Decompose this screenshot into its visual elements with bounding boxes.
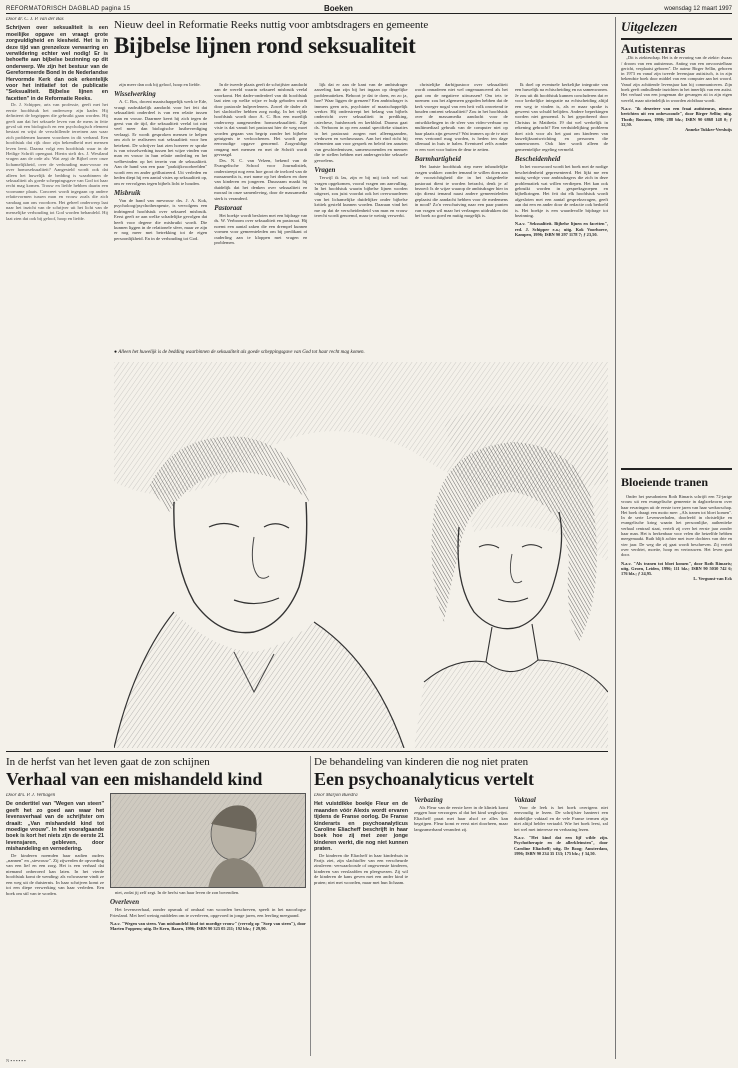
book-info: N.a.v. "Wegen van steen. Van mishandeld kind tot moedige vrouw" (vervolg op "Soep van steen"), door Marten Foppens; uitg. De Kern, Baarn, 1996; ISBN 90 325 05 211; 192 blz.; ƒ 29,90. bbox=[110, 921, 306, 932]
paragraph: Als Fleur van de eerste keer in de kliniek komt zeggen haar verzorgers al dat het kind wegkwijnt. Eliacheff praat met haar alsof ze alles kan begrijpen. Fleur komt er eerst niet doorheen, maar langzamerhand verandert zij. bbox=[414, 805, 508, 832]
article-column bbox=[514, 793, 608, 1048]
article-lead: De ondertitel van "Wegen van steen" geeft het zo goed aan waar het levensverhaal van de schrijfster om draait: „Van mishandeld kind tot moedige vrouw". In het voorafgaande boek is kort het niets zijn de eerste 21 levensjaren, gebleven, door mishandeling en vernedering. bbox=[6, 801, 104, 853]
column-divider bbox=[310, 756, 311, 1056]
review-bloeiende-tranen bbox=[621, 494, 732, 999]
couple-illustration bbox=[114, 362, 608, 748]
caption-text: Alleen het huwelijk is de bedding waarbinnen de seksualiteit als goede scheppingsgave van God tot haar recht mag komen. bbox=[118, 350, 365, 355]
article-columns bbox=[6, 793, 306, 1048]
subheading: Overleven bbox=[110, 898, 140, 907]
article-column bbox=[314, 793, 408, 1048]
article-column bbox=[314, 82, 407, 346]
sidebar-header: Uitgelezen bbox=[621, 19, 732, 40]
paragraph: Het laatste hoofdstuk riep meer inhoudelijke vragen wakker: zonder iemand te willen doen aan de voorzichtigheid die in het slotgedeelte pastoraat dient te worden betracht, denk je af bezoed: Is de wijze waarop de ambtsdrager hier in zijn dienst iemand naast andere gemeenteleden geplaatst die aandacht hebben voor de medemens in nood? Zo'n verschuiving naar een paar punten van vragen wil maar het verlangen uitdrukken dat het boek zo goed en nuttig mogelijk is. bbox=[414, 164, 508, 218]
subheading: Wisselwerking bbox=[114, 90, 156, 99]
paragraph: A. C. Bos, docent maatschappelijk werk te Ede, vraagt nadrukkelijk aandacht voor het feit dat seksualiteit onderdeel is van een relatie tussen man en vrouw. Daarmee keert hij zich tegen de geest van de tijd, die seksualiteit veelal tot niet veel meer dan biologische lustbevrediging verlaagt. Er wordt gesproken mensen te helpen om zich te realiseren wat seksualiteit voor hen betekent. De schrijver laat zien hoezeer er sprake is van wisselwerking tussen het wijze vinden van man en vrouw in hun relatie onderling en het welbevinden op het terrein van de seksualiteit. Aan de hand van een paar "praktijkvoorbeelden" wordt een en ander geïllustreerd. Uit verleden en heden diept hij een aantal visies op seksualiteit op, om er vervolgens tegen bijbels licht te houden. bbox=[114, 99, 208, 186]
book-info: N.a.v. "Het kind dat een lijf wilde zijn. Psychotherapie en de allerkleinsten", door Caroline Eliacheff; uitg. De Boog; Amsterdam, 1996; ISBN 90 234 35 133; 175 blz.; ƒ 34,50. bbox=[514, 835, 608, 856]
article-kicker: Nieuw deel in Reformatie Reeks nuttig voor ambtsdragers en gemeente bbox=[114, 19, 429, 31]
article-column bbox=[110, 793, 306, 1048]
caption-bullet-icon: ● bbox=[114, 350, 118, 355]
article-columns bbox=[314, 793, 608, 1048]
paragraph: zijn meer dan ook bij geloof, hoop en liefde. bbox=[119, 82, 201, 87]
article-kicker: De behandeling van kinderen die nog niet praten bbox=[314, 756, 529, 768]
review-sidebar bbox=[615, 17, 732, 1059]
section-divider bbox=[6, 751, 608, 752]
paragraph: christelijke darbijpastoor over seksualiteit wordt onnaderen niet wel ongenuanceerd als het gaat om de negatieve uitwassen? Om iets te noemen: zou het algemeen gegoden hebben dat de kerk vroeger nogal van een heit volk onwetend te houden omtrent seksualiteit? Zou in het hoofdstuk over de massamedia aandacht voor de ontwikkelingen in de sfeer van video-verhuur en multimediaal gebruik van de computer niet op haar plaats zijn geweest? Wat immers op de tv niet eens vertoond mag worden, is heden ten dage allemaal in huis te halen. Eventueel zelfs zonder er een voet voor buiten de deur te zetten. bbox=[414, 82, 508, 152]
article-column bbox=[214, 82, 307, 346]
paragraph: Van de hand van mevrouw drs. J. A. Kok, psycholoog/psychotherapeute, is vervolgens een indringend hoofdstuk over seksueel misbruik. Eerst geeft ze aan welke schadelijke gevolgen dat heeft voor degene die misbruikt wordt. Die kunnen liggen in de relationele sfeer, maar ze zijn er nog meer met betrekking tot de eigen persoonlijkheid. En in de verhouding tot God. bbox=[114, 197, 208, 241]
subheading: Barmhartigheid bbox=[414, 155, 461, 164]
paragraph: Het boekje wordt besloten met een bijdrage van ds. W. Verboom over seksualiteit en pastoraat. Hij noemt een aantal zaken die een drempel kunnen vormen voor gemeenteleden om bij predikant of ouderling aan te kloppen met vragen en problemen. bbox=[214, 212, 308, 245]
subheading: Bescheidenheid bbox=[514, 155, 561, 164]
paragraph: Ik doel op eventuele kerkelijke integratie van een huwelijk na echtscheiding en na samenwonen. Je zou uit dit hoofdstuk kunnen concluderen dat er voor kerkelijke integratie na echtscheiding altijd een weg te vinden is, als er maar sprake is geweest van schuld belijden. Andere beperkingen worden niet genoemd. Is het geprobeerd door Christus in Mattheüs 19 dat wel werkelijk in rekening gebracht? Een verduidelijking probleem doet zich voor als het gaat om kinderen van huwelijksontwrichting en personen die samenwonen. Ook hier wordt alleen de gemeentelijke regeling vermeld. bbox=[514, 82, 609, 152]
article-column bbox=[415, 82, 508, 346]
paragraph: In de tweede plaats geeft de schrijfster aandacht aan de wereld waarin seksueel misbruik veelal voorkomt. Het dader-onderdeel van dit hoofdstuk laat zien op welke wijze er hulp geboden wordt door pastorale hulpverleners. Zowel de dader als het slachtoffer hebben zorg nodig. In het vijfde hoofdstuk wordt door A. C. Bos een moeilijk onderwerp aangesneden: homoseksualiteit. Zijn visie is dat vanuit het pastoraat hier de weg moet worden gegaan van begrip zonder het bijbelse getuigenis te verloochenen. Het wordt geen eenvoudige opgave genoemd. Zorgvuldige omgang met mensen en met de Schrift wordt gevraagd. bbox=[214, 82, 308, 158]
article-kicker: In de herfst van het leven gaat de zon schijnen bbox=[6, 756, 210, 768]
photo-caption: niet, zodat jij zelf zegt. In de herfst van haar leven de zon bovendien. bbox=[115, 890, 240, 895]
reviewer-name: Anneke Tukker-Versluijs bbox=[685, 127, 732, 133]
review-title: Autistenras bbox=[621, 41, 686, 56]
paragraph: lijk dat er aan de kant van de ambtsdrager aarzeling kan zijn bij het ingaan op dergelijke problematieken. Behoort je dat te doen, en zo ja, hoe? Waar liggen de grenzen? Een ambtsdrager is immers geen arts, psychiater of maatschappelijk werker. Hij onderstreept het belang van bijbels onderricht over seksualiteit in prediking, catechese, huisbezoek en kerkblad. Daarna gaat ds. Verboom in op een aantal specifieke situaties in het pastoraat: zorgen met alleengaanden, weduwen en weduwnaars. Aan het eind richt hij elementen aan voor gesprek en beleid ten aanzien van geschiedenissen, samenwonenden en mensen die te stellen hebben met andersgerichte seksuele gevoelens. bbox=[314, 82, 408, 163]
paragraph: De kinderen die Eliacheff in haar kinderhuis in Parijs ziet, zijn slachtoffer van een verscheurde zinsleven: verwaarloosde of ongewenste kinderen, kinderen van verslaafden en pleegwezen. Zij wil de kinderen de kans geven met een ander kind te praten; niet met woorden, maar met hun lichaam. bbox=[314, 852, 408, 885]
review-autistenras bbox=[621, 40, 732, 462]
subheading: Vaktaal bbox=[514, 796, 536, 804]
paragraph: Voor de leek is het boek overigens niet eenvoudig te lezen. De schrijfster hanteert een duidelijke vaktaal en de vele Franse termen zijn niet altijd helder vertaald. Wie het boek leest, zal het wel met interesse en verbazing lezen. bbox=[514, 805, 608, 832]
article-intro-column bbox=[6, 17, 108, 747]
article-headline: Verhaal van een mishandeld kind bbox=[6, 769, 263, 789]
paragraph: De kinderen noemden haar nadien ouders „nannen" en „stevrouw". Zij zijwerden de opvoeding van een lief en een zorg. Het is een verhaal dat niemand onberoerd kan laten. In het vierde hoofdstuk komt de wending: als volwassene vindt ze een weg uit de duisternis. In haar schrijven komt ze tot een diepe verwerking van haar verleden. Een boek om stil van te worden. bbox=[6, 852, 104, 896]
article-psychoanalyticus bbox=[314, 756, 608, 1056]
paragraph: Terwijl ik las, zijn er bij mij toch wel wat vragen opgekomen, vooral vragen om aanvulling. In het hoofdstuk waarin bijbelse lijnen worden uitgezet, zou juist voordat ook het overwaarderen van het lichamelijke duidelijker onder bijbelse kritiek gesteld kunnen worden. Daaraan vind het me op dat de verscheidenheid van man en vrouw terecht wordt genoemd, maar te weinig verwerkt. bbox=[314, 175, 408, 218]
paragraph: In het voorwoord wordt het boek met de nodige bescheidenheid gepresenteerd. Het lijkt me een nuttig werkje voor ambtsdragers die zich in deze problematiek wat willen verdiepen. Het kan ook gebruikt worden in gespreksgroepen en bijbelkringen. Het feit dat elk hoofdstuk wordt afgesloten met een aantal gespreksvragen, geeft aan dat een en ander door de redactie ook bedoeld is. Het boekje is een waardevolle bijdrage tot bezinning. bbox=[514, 164, 609, 218]
byline: Door Marjon Buestra bbox=[314, 793, 358, 798]
book-info: N.a.v. "ik deserieer van een fraai autistenras, nieuwe berichten uit een onbewoonde", door Birger Sellin; uitg. Thoth; Bussum, 1996; 288 blz.; ISBN 90 6868 148 0; ƒ 32,50. bbox=[621, 105, 732, 127]
subheading: Vragen bbox=[314, 166, 336, 175]
article-columns bbox=[114, 82, 608, 346]
section-title: Boeken bbox=[324, 4, 353, 13]
review-body: Onder het pseudoniem Roth Rimaris schrijft een 72-jarige vrouw uit een evangelische gemeente in dagboekvorm over haar ervaringen uit de eerste twee jaren van haar weduwschap. Het boek draagt een motto mee: „Als tranen tot bloei komen". In de serie Levensverhalen, doorleefd in christelijke en evangelische kring waarin het persoonlijke, authentieke verhaal centraal staat, vertelt zij over het eerste jaar zonder haar man. Het is herkenbaar voor velen die hetzelfde hebben meegemaakt. Ruth blijft achter met twee dochters van drie en vier jaar. De weg die zij gaat wordt beschreven. Zij vertelt over verdriet, moeite, hoop en vertrouwen. Het leven gaat door. bbox=[621, 494, 732, 558]
subheading: Misbruik bbox=[114, 188, 141, 197]
article-headline: Bijbelse lijnen rond seksualiteit bbox=[114, 33, 416, 58]
review-body: „Dit is ziekteschap. Het is de ervaring van de ziekte: dwaas / droom van een autistenras. Anting van een onvoorstelbaar gericht, verplaatst geboren". De auteur Birger Sellin, geboren in 1973 en vanaf zijn tweede levensjaar autistisch, is in zijn bekendste boek door middel van een computer aan het woord. Vanaf zijn achttiende levensjaar kan hij communiceren. Zijn boek geeft onthullende inzichten in het innerlijk van een autist. Het verhaal van een jongeman die gevangen zit in zijn eigen wereld, maar uiteindelijk in woorden zichtbaar wordt. bbox=[621, 55, 732, 103]
subheading: Verbazing bbox=[414, 796, 443, 804]
review-title: Bloeiende tranen bbox=[621, 468, 732, 490]
article-column bbox=[6, 793, 104, 1048]
portrait-photo bbox=[110, 793, 306, 888]
article-column bbox=[515, 82, 608, 346]
page-footer: N ▪ ▪ ▪ ▪ ▪ ▪ bbox=[6, 1058, 26, 1063]
article-column bbox=[114, 82, 207, 346]
paper-name: REFORMATORISCH DAGBLAD pagina 15 bbox=[6, 6, 131, 12]
article-column bbox=[414, 793, 508, 1048]
portrait-image bbox=[111, 794, 305, 888]
paragraph: Het levensverhaal, zonder opsmuk of omhaal van woorden beschreven, speelt in het naoorlogse Friesland. Met heel weinig middelen om te overleven, opgevoed in jonge jaren, een leerling meegaand. bbox=[110, 907, 306, 918]
byline: Door dr. C. J. P. van der Bas bbox=[6, 17, 64, 22]
article-lead: Schrijven over seksualiteit is een moeilijke opgave en vraagt grote zorgvuldigheid en kiesheid. Het is in deze tijd van grenzeloze verwarring en verwildering echter wel nodig! Er is behoefte aan bijbelse bezinning op dit onderwerp. We zijn het bestuur van de Gereformeerde Bond in de Nederlandse Hervormde Kerk dan ook erkentelijk voor het initiatief tot de publicatie "Seksualiteit. Bijbelse lijnen en facetten" in de Reformatie Reeks. bbox=[6, 25, 108, 102]
masthead bbox=[6, 4, 732, 14]
book-info: N.a.v. "Seksualiteit. Bijbelse lijnen en facetten", red. J. Schipper e.a.; uitg. Kok Voorhoeve, Kampen, 1996; ISBN 90 297 1178 7; ƒ 23,50. bbox=[514, 221, 609, 237]
subheading: Pastoraat bbox=[214, 203, 242, 212]
sketch-drawing bbox=[114, 362, 608, 748]
article-lead: Het vuistdikke boekje Fleur en de maanden vóór Alexis wordt ervaren tijdens de Franse oorlog. De Franse kinderarts en psychoanalyticus Caroline Eliacheff beschrijft in haar boek hoe zij met zeer jonge kinderen werkt, die nog niet kunnen praten. bbox=[314, 801, 408, 853]
article-headline: Een psychoanalyticus vertelt bbox=[314, 769, 534, 789]
byline: Door drs. P. J. Verhagen bbox=[6, 793, 56, 798]
book-info: N.a.v. "Als tranen tot bloei komen", door Roth Rimaris; uitg. Groen, Leiden, 1996; 111 blz.; ISBN 90 5030 742 6; 176 blz.; ƒ 24,95. bbox=[621, 560, 732, 577]
illustration-caption bbox=[114, 349, 608, 355]
article-mishandeld-kind bbox=[6, 756, 306, 1056]
reviewer-name: L. Vergunst-van Eck bbox=[693, 576, 732, 582]
article-body: Dr. J. Schipper, arts van professie, geeft met het eerste hoofdstuk het onderwerp zijn kader. Hij definieert de begrippen die gebruikt gaan worden. Hij geeft aan dat het seksuele leven van de mens in feite geval uit een biologisch en een psychologisch element bestaat en wijst de verschillende terreinen aan waar zich problemen kunnen voordoen in dit verband. Een hoofdstuk dat rijk door zijn bekendheid met mensen leven leest. Daarna volgt een hoofdstuk waar in de Heilige Schrift opengaat. Hierin stelt drs. J. Westland vragen aan de orde als: Wat zegt de Bijbel over onze lichamelijkheid, over de verhouding man-vrouw en over homoseksualiteit? Aangesteld wordt ook dat alleen het huwelijk de bedding is waarbinnen de seksualiteit als goede scheppingsgave van God tot haar recht mag komen. Trouw en liefde hebben daarin een voorname plaats. Concreet wordt ingegaan op andere relatievormen tussen man en vrouw zoals die zich vandaag aan ons voordoen. Het geheel onderwerp laat naar het inzicht van de schrijver uit het licht van de menselijke verhouding tot God worden behandeld. Hij laat zien dat ook bij geloof, hoop en liefde. bbox=[6, 102, 108, 221]
issue-date: woensdag 12 maart 1997 bbox=[664, 6, 732, 12]
paragraph: Drs. N. C. van Velzen, bekend van de Evangelische School voor Journalistiek, onderstreept nog eens hoe groot de invloed van de massamedia is, met name op het denken en doen van kinderen en jongeren. Duurzaam maakt hij duidelijk dat het denken over seksualiteit en moraal in onze samenleving, door de massamedia sterk is veranderd. bbox=[214, 157, 308, 201]
